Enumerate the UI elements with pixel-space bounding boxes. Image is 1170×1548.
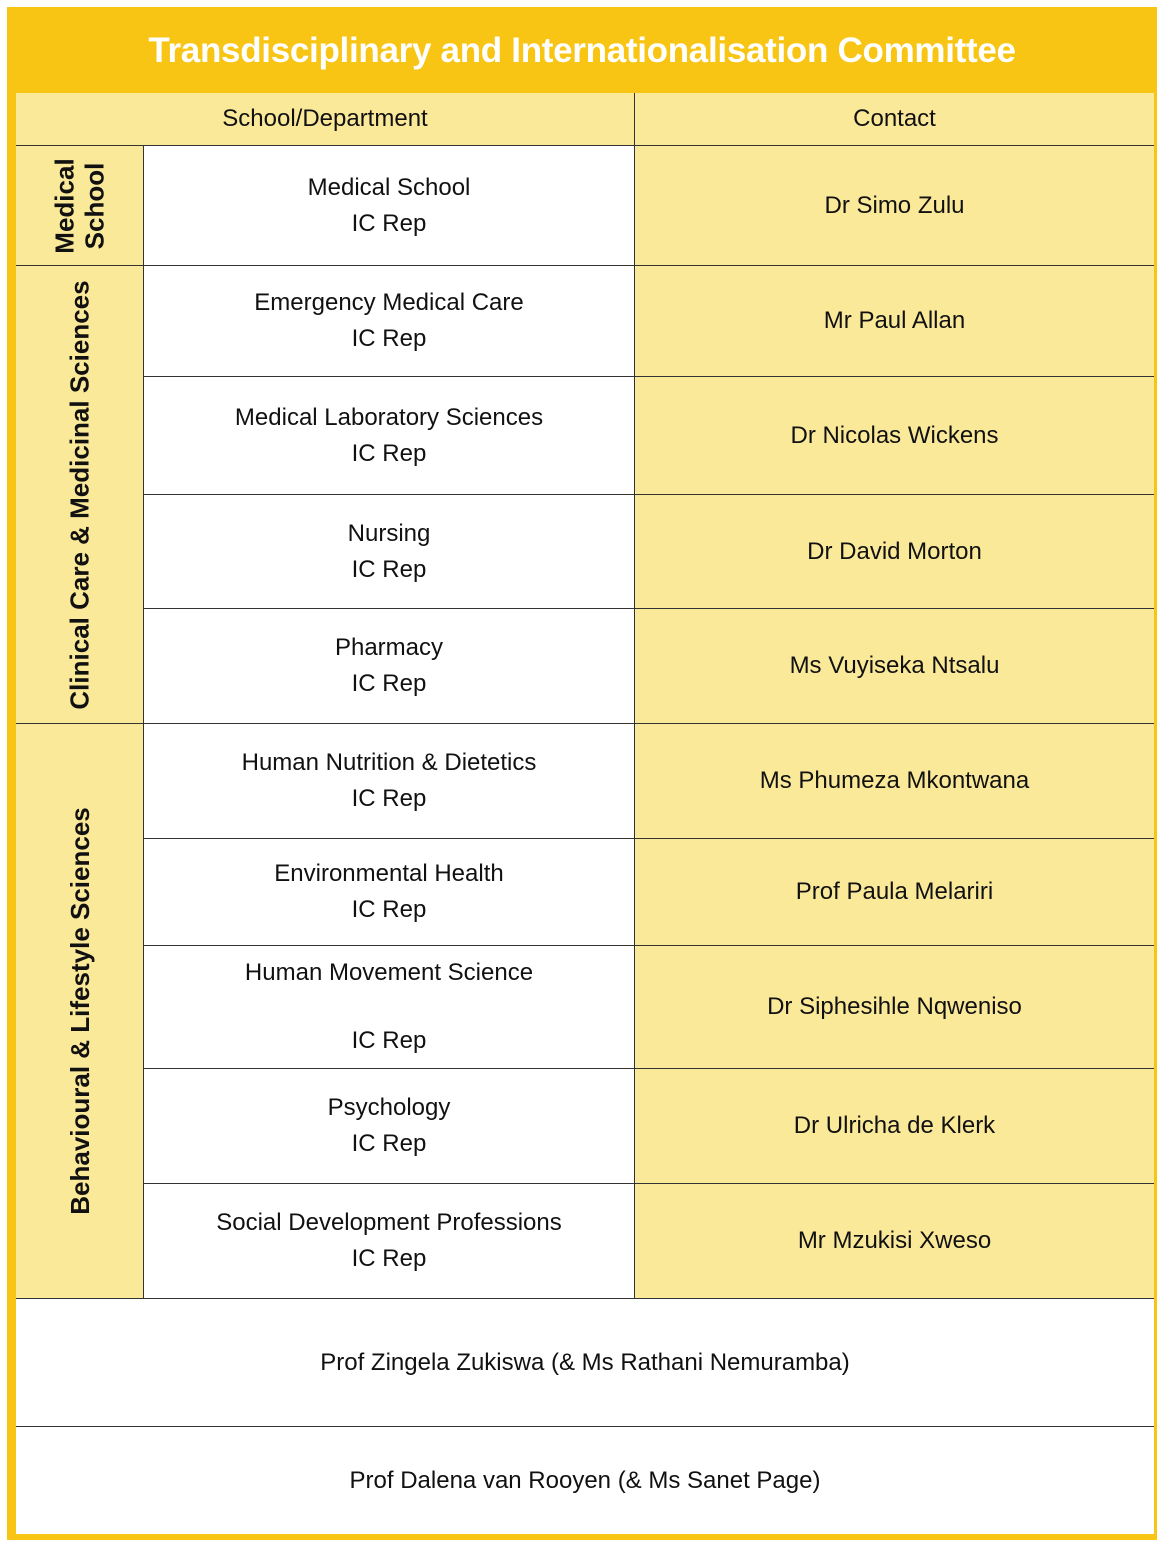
dept-role: IC Rep: [351, 670, 427, 697]
dept-role: IC Rep: [351, 555, 427, 583]
dept-name: Human Movement Science: [244, 959, 534, 986]
dept-role: IC Rep: [351, 1245, 427, 1272]
contact-cell: Mr Mzukisi Xweso: [635, 1184, 1154, 1299]
dept-cell: [144, 839, 635, 946]
footer-row: Prof Dalena van Rooyen (& Ms Sanet Page): [16, 1427, 1154, 1534]
dept-name: Environmental Health: [274, 860, 504, 887]
group-behavioural-lifestyle: [16, 724, 144, 1299]
dept-cell: [144, 946, 635, 1069]
dept-cell: [144, 724, 635, 839]
dept-role: IC Rep: [351, 785, 427, 812]
dept-name: Emergency Medical Care: [254, 289, 524, 316]
contact-cell: Dr Simo Zulu: [635, 146, 1154, 266]
dept-name: Psychology: [327, 1094, 451, 1121]
group-label: Behavioural & Lifestyle Sciences: [64, 807, 95, 1215]
group-label-line: School: [79, 162, 110, 249]
dept-name: Pharmacy: [334, 634, 444, 661]
dept-cell: [144, 495, 635, 609]
dept-name: Medical School: [307, 173, 471, 201]
dept-role: IC Rep: [351, 439, 427, 467]
contact-cell: Mr Paul Allan: [635, 266, 1154, 377]
dept-role: IC Rep: [351, 1130, 427, 1157]
dept-cell: [144, 146, 635, 266]
group-label: Clinical Care & Medicinal Sciences: [64, 279, 95, 710]
table-title: Transdisciplinary and Internationalisation Committee: [148, 30, 1016, 70]
dept-role: IC Rep: [351, 209, 427, 237]
header-contact: Contact: [635, 93, 1154, 146]
dept-cell: [144, 609, 635, 724]
dept-role: IC Rep: [351, 1027, 427, 1054]
dept-cell: [144, 266, 635, 377]
group-medical-school: [16, 146, 144, 266]
contact-cell: Dr Nicolas Wickens: [635, 377, 1154, 495]
group-clinical-care: [16, 266, 144, 724]
dept-cell: [144, 1069, 635, 1184]
footer-row: Prof Zingela Zukiswa (& Ms Rathani Nemuramba): [16, 1299, 1154, 1427]
contact-cell: Prof Paula Melariri: [635, 839, 1154, 946]
group-label-line: Medical: [49, 157, 80, 254]
dept-name: Nursing: [347, 519, 431, 547]
contact-cell: Dr Siphesihle Nqweniso: [635, 946, 1154, 1069]
contact-cell: Ms Vuyiseka Ntsalu: [635, 609, 1154, 724]
dept-cell: [144, 377, 635, 495]
dept-cell: [144, 1184, 635, 1299]
header-school-department: School/Department: [16, 93, 635, 146]
dept-name: Human Nutrition & Dietetics: [241, 749, 537, 776]
dept-role: IC Rep: [351, 896, 427, 923]
committee-table-frame: [7, 7, 1157, 1540]
contact-cell: Dr David Morton: [635, 495, 1154, 609]
contact-cell: Ms Phumeza Mkontwana: [635, 724, 1154, 839]
dept-role: IC Rep: [351, 325, 427, 352]
dept-name: Social Development Professions: [216, 1209, 562, 1236]
contact-cell: Dr Ulricha de Klerk: [635, 1069, 1154, 1184]
dept-name: Medical Laboratory Sciences: [234, 403, 544, 431]
